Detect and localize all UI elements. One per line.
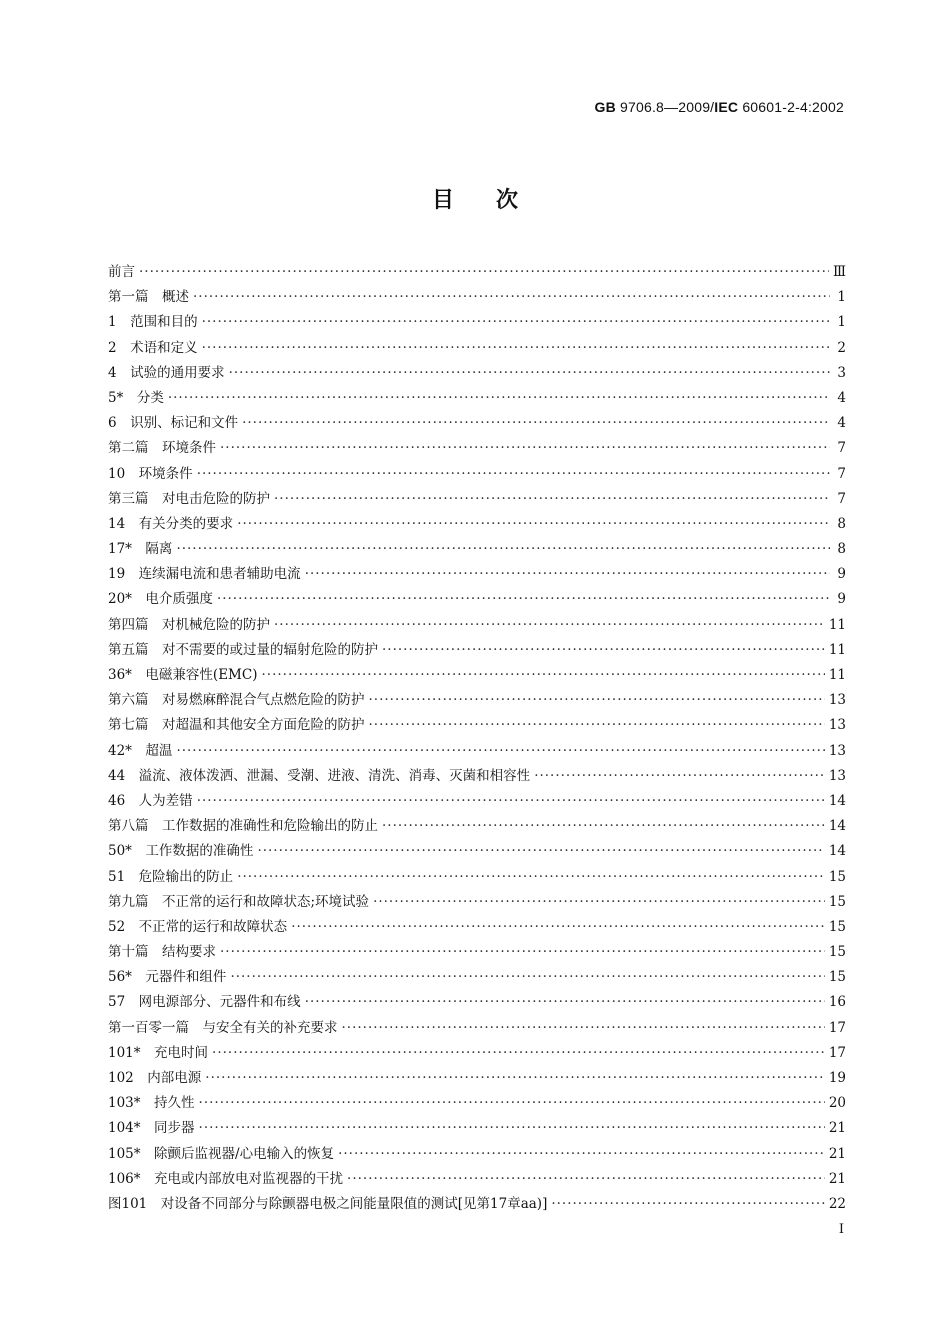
toc-entry[interactable]	[108, 1041, 846, 1066]
toc-entry-label: 4 试验的通用要求	[108, 364, 225, 381]
toc-entry-label: 106* 充电或内部放电对监视器的干扰	[108, 1170, 344, 1187]
toc-dot-leader	[274, 487, 830, 512]
toc-dot-leader	[369, 713, 825, 738]
toc-dot-leader	[217, 587, 830, 612]
document-code	[595, 99, 844, 115]
toc-entry-page: 13	[828, 692, 846, 709]
toc-entry-page: 4	[837, 389, 846, 406]
toc-entry-page: 1	[837, 314, 846, 331]
toc-dot-leader	[220, 940, 825, 965]
toc-entry-label: 第九篇 不正常的运行和故障状态;环境试验	[108, 893, 370, 910]
toc-dot-leader	[176, 739, 824, 764]
toc-entry-page: 22	[828, 1195, 846, 1212]
toc-dot-leader	[230, 965, 824, 990]
toc-dot-leader	[139, 260, 829, 285]
toc-entry[interactable]	[108, 462, 846, 487]
toc-dot-leader	[261, 663, 824, 688]
toc-entry[interactable]	[108, 260, 846, 285]
toc-entry-page: 19	[828, 1070, 846, 1086]
toc-entry-page: 21	[828, 1120, 846, 1137]
toc-dot-leader	[551, 1192, 824, 1217]
toc-dot-leader	[199, 1091, 825, 1116]
toc-entry-page: 11	[828, 616, 846, 633]
toc-entry[interactable]	[108, 990, 846, 1015]
toc-entry-label: 5* 分类	[108, 389, 164, 406]
toc-entry-label: 第一篇 概述	[108, 289, 189, 306]
toc-entry-page: 15	[828, 918, 846, 935]
toc-dot-leader	[229, 361, 830, 386]
toc-entry-page: 14	[828, 792, 846, 809]
iec-prefix: IEC	[714, 99, 739, 115]
toc-dot-leader	[199, 1116, 825, 1141]
toc-entry-page: 13	[828, 742, 846, 759]
toc-entry-label: 56* 元器件和组件	[108, 969, 227, 986]
toc-entry-label: 42* 超温	[108, 742, 173, 759]
toc-entry[interactable]	[108, 386, 846, 411]
toc-entry-label: 第六篇 对易燃麻醉混合气点燃危险的防护	[108, 692, 365, 709]
toc-entry-label: 1 范围和目的	[108, 314, 198, 331]
toc-entry[interactable]	[108, 940, 846, 965]
toc-dot-leader	[237, 865, 825, 890]
toc-entry-label: 19 连续漏电流和患者辅助电流	[108, 566, 301, 583]
toc-dot-leader	[338, 1142, 825, 1167]
iec-number: 60601-2-4:2002	[738, 99, 844, 115]
toc-dot-leader	[534, 764, 825, 789]
toc-entry[interactable]	[108, 361, 846, 386]
toc-entry-page: 9	[837, 566, 846, 583]
toc-entry-label: 14 有关分类的要求	[108, 515, 234, 532]
toc-entry-label: 103* 持久性	[108, 1095, 195, 1112]
toc-dot-leader	[257, 839, 824, 864]
page-title: 目次	[431, 188, 560, 213]
toc-dot-leader	[242, 411, 830, 436]
toc-entry[interactable]	[108, 638, 846, 663]
toc-entry-page: 8	[837, 541, 846, 558]
toc-entry-label: 第一百零一篇 与安全有关的补充要求	[108, 1019, 338, 1036]
toc-entry[interactable]	[108, 839, 846, 864]
toc-entry[interactable]	[108, 865, 846, 890]
toc-entry[interactable]	[108, 1167, 846, 1192]
toc-entry[interactable]	[108, 915, 846, 940]
toc-entry-label: 20* 电介质强度	[108, 591, 213, 608]
toc-entry[interactable]	[108, 613, 846, 638]
toc-dot-leader	[193, 285, 830, 310]
toc-entry[interactable]	[108, 587, 846, 612]
toc-dot-leader	[274, 613, 825, 638]
toc-dot-leader	[347, 1167, 825, 1192]
toc-entry-label: 102 内部电源	[108, 1070, 202, 1086]
toc-entry-page: 7	[837, 440, 846, 457]
toc-dot-leader	[305, 562, 830, 587]
toc-entry[interactable]	[108, 739, 846, 764]
toc-dot-leader	[197, 462, 830, 487]
toc-dot-leader	[369, 688, 825, 713]
toc-dot-leader	[220, 436, 830, 461]
toc-entry-label: 图101 对设备不同部分与除颤器电极之间能量限值的测试[见第17章aa)]	[108, 1195, 548, 1212]
toc-entry[interactable]	[108, 1066, 846, 1091]
standard-number: 9706.8—2009/	[615, 99, 715, 115]
toc-entry-label: 101* 充电时间	[108, 1044, 209, 1061]
toc-dot-leader	[202, 336, 830, 361]
toc-entry-label: 第四篇 对机械危险的防护	[108, 616, 270, 633]
toc-entry-page: 3	[837, 364, 846, 381]
toc-entry[interactable]	[108, 663, 846, 688]
toc-entry-page: 15	[828, 868, 846, 885]
toc-entry-page: 15	[828, 893, 846, 910]
toc-dot-leader	[197, 789, 825, 814]
toc-entry[interactable]	[108, 1016, 846, 1041]
toc-entry[interactable]	[108, 713, 846, 738]
toc-entry-label: 第十篇 结构要求	[108, 944, 216, 961]
table-of-contents	[108, 260, 846, 1217]
page-number: I	[838, 1222, 844, 1237]
toc-entry[interactable]	[108, 688, 846, 713]
toc-entry-page: 16	[828, 994, 846, 1011]
toc-entry[interactable]	[108, 436, 846, 461]
toc-dot-leader	[291, 915, 825, 940]
toc-entry[interactable]	[108, 310, 846, 335]
toc-entry-label: 2 术语和定义	[108, 339, 198, 356]
toc-entry-label: 50* 工作数据的准确性	[108, 843, 254, 860]
toc-entry-label: 17* 隔离	[108, 541, 173, 558]
toc-entry-label: 51 危险输出的防止	[108, 868, 234, 885]
toc-entry-page: 21	[828, 1145, 846, 1162]
toc-entry-label: 第八篇 工作数据的准确性和危险输出的防止	[108, 818, 378, 835]
toc-entry-label: 第七篇 对超温和其他安全方面危险的防护	[108, 717, 365, 734]
toc-entry-label: 10 环境条件	[108, 465, 193, 482]
toc-entry-label: 第二篇 环境条件	[108, 440, 216, 457]
toc-entry[interactable]	[108, 487, 846, 512]
toc-entry-page: 15	[828, 944, 846, 961]
toc-entry[interactable]	[108, 764, 846, 789]
toc-entry-label: 104* 同步器	[108, 1120, 195, 1137]
toc-entry[interactable]	[108, 537, 846, 562]
toc-entry[interactable]	[108, 562, 846, 587]
toc-entry[interactable]	[108, 1192, 846, 1217]
toc-entry-page: 14	[828, 818, 846, 835]
toc-dot-leader	[382, 638, 825, 663]
toc-entry-page: 9	[837, 591, 846, 608]
toc-dot-leader	[305, 990, 825, 1015]
toc-entry-label: 36* 电磁兼容性(EMC)	[108, 667, 258, 683]
toc-entry-page: 11	[828, 641, 846, 658]
toc-entry-page: 7	[837, 490, 846, 507]
toc-entry[interactable]	[108, 814, 846, 839]
toc-entry-label: 前言	[108, 264, 135, 280]
toc-entry-page: Ⅲ	[832, 264, 846, 280]
toc-entry[interactable]	[108, 789, 846, 814]
toc-entry-label: 44 溢流、液体泼洒、泄漏、受潮、进液、清洗、消毒、灭菌和相容性	[108, 767, 531, 784]
toc-dot-leader	[237, 512, 830, 537]
toc-dot-leader	[176, 537, 830, 562]
toc-dot-leader	[382, 814, 825, 839]
standard-prefix: GB	[594, 99, 616, 115]
toc-entry[interactable]	[108, 1142, 846, 1167]
toc-entry-label: 6 识别、标记和文件	[108, 415, 239, 432]
toc-entry-page: 2	[837, 339, 846, 356]
toc-entry[interactable]	[108, 965, 846, 990]
toc-entry[interactable]	[108, 411, 846, 436]
toc-entry-page: 11	[828, 667, 846, 683]
toc-entry-label: 105* 除颤后监视器/心电输入的恢复	[108, 1145, 335, 1162]
toc-dot-leader	[342, 1016, 825, 1041]
toc-entry-page: 1	[837, 289, 846, 306]
toc-entry-label: 52 不正常的运行和故障状态	[108, 918, 288, 935]
toc-entry-label: 第五篇 对不需要的或过量的辐射危险的防护	[108, 641, 378, 658]
toc-entry-page: 15	[828, 969, 846, 986]
toc-entry[interactable]	[108, 285, 846, 310]
toc-entry-label: 57 网电源部分、元器件和布线	[108, 994, 301, 1011]
toc-dot-leader	[373, 890, 825, 915]
toc-entry-page: 8	[837, 515, 846, 532]
toc-entry-page: 13	[828, 767, 846, 784]
toc-entry-label: 第三篇 对电击危险的防护	[108, 490, 270, 507]
toc-dot-leader	[212, 1041, 825, 1066]
toc-entry-page: 21	[828, 1170, 846, 1187]
toc-entry-page: 14	[828, 843, 846, 860]
toc-dot-leader	[202, 310, 830, 335]
toc-entry[interactable]	[108, 512, 846, 537]
toc-dot-leader	[168, 386, 830, 411]
toc-entry[interactable]	[108, 1116, 846, 1141]
toc-entry-page: 4	[837, 415, 846, 432]
toc-entry[interactable]	[108, 1091, 846, 1116]
toc-entry-page: 7	[837, 465, 846, 482]
toc-dot-leader	[205, 1066, 825, 1091]
toc-entry[interactable]	[108, 336, 846, 361]
toc-entry-page: 17	[828, 1019, 846, 1036]
toc-entry[interactable]	[108, 890, 846, 915]
toc-entry-label: 46 人为差错	[108, 792, 193, 809]
toc-entry-page: 13	[828, 717, 846, 734]
toc-entry-page: 17	[828, 1044, 846, 1061]
toc-entry-page: 20	[828, 1095, 846, 1112]
